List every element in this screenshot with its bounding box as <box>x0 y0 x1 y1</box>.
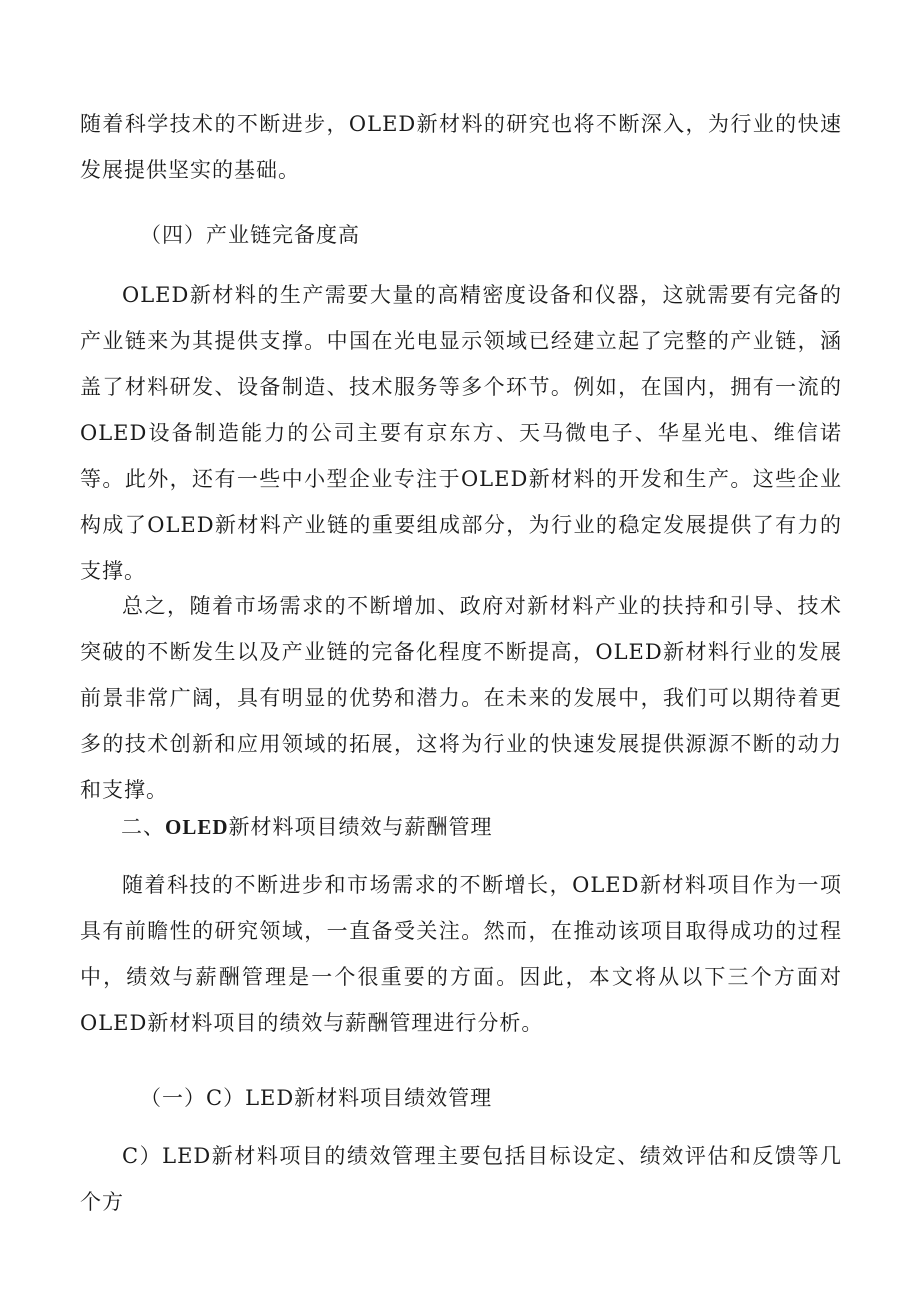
paragraph-performance-management: C）LED新材料项目的绩效管理主要包括目标设定、绩效评估和反馈等几个方 <box>80 1144 842 1214</box>
heading-industry-chain: （四）产业链完备度高 <box>140 223 360 247</box>
paragraph-industry-chain: OLED新材料的生产需要大量的高精密度设备和仪器，这就需要有完备的产业链来为其提供支撑。中国在光电显示领域已经建立起了完整的产业链，涵盖了材料研发、设备制造、技术服务等多个环节。例如，在国内，拥有一流的OLED设备制造能力的公司主要有京东方、天马微电子、华星光电、维信诺等。此外，还有一些中小型企业专注于OLED新材料的开发和生产。这些企业构成了OLED新材料产业链的重要组成部分，为行业的稳定发展提供了有力的支撑。 <box>80 283 842 583</box>
paragraph-project-intro: 随着科技的不断进步和市场需求的不断增长，OLED新材料项目作为一项具有前瞻性的研究领域，一直备受关注。然而，在推动该项目取得成功的过程中，绩效与薪酬管理是一个很重要的方面。因此，本文将从以下三个方面对OLED新材料项目的绩效与薪酬管理进行分析。 <box>80 873 842 1035</box>
section-title-latin: OLED <box>165 815 229 839</box>
paragraph-tech-progress: 随着科学技术的不断进步，OLED新材料的研究也将不断深入，为行业的快速发展提供坚实的基础。 <box>80 112 842 182</box>
section-title-text: 新材料项目绩效与薪酬管理 <box>228 815 493 839</box>
paragraph-conclusion: 总之，随着市场需求的不断增加、政府对新材料产业的扶持和引导、技术突破的不断发生以及产业链的完备化程度不断提高，OLED新材料行业的发展前景非常广阔，具有明显的优势和潜力。在未来的发展中，我们可以期待着更多的技术创新和应用领域的拓展，这将为行业的快速发展提供源源不断的动力和支撑。 <box>80 594 842 802</box>
section-heading-performance-compensation <box>121 804 493 850</box>
section-number: 二、 <box>121 815 165 839</box>
heading-performance-management: （一）C）LED新材料项目绩效管理 <box>140 1086 493 1110</box>
